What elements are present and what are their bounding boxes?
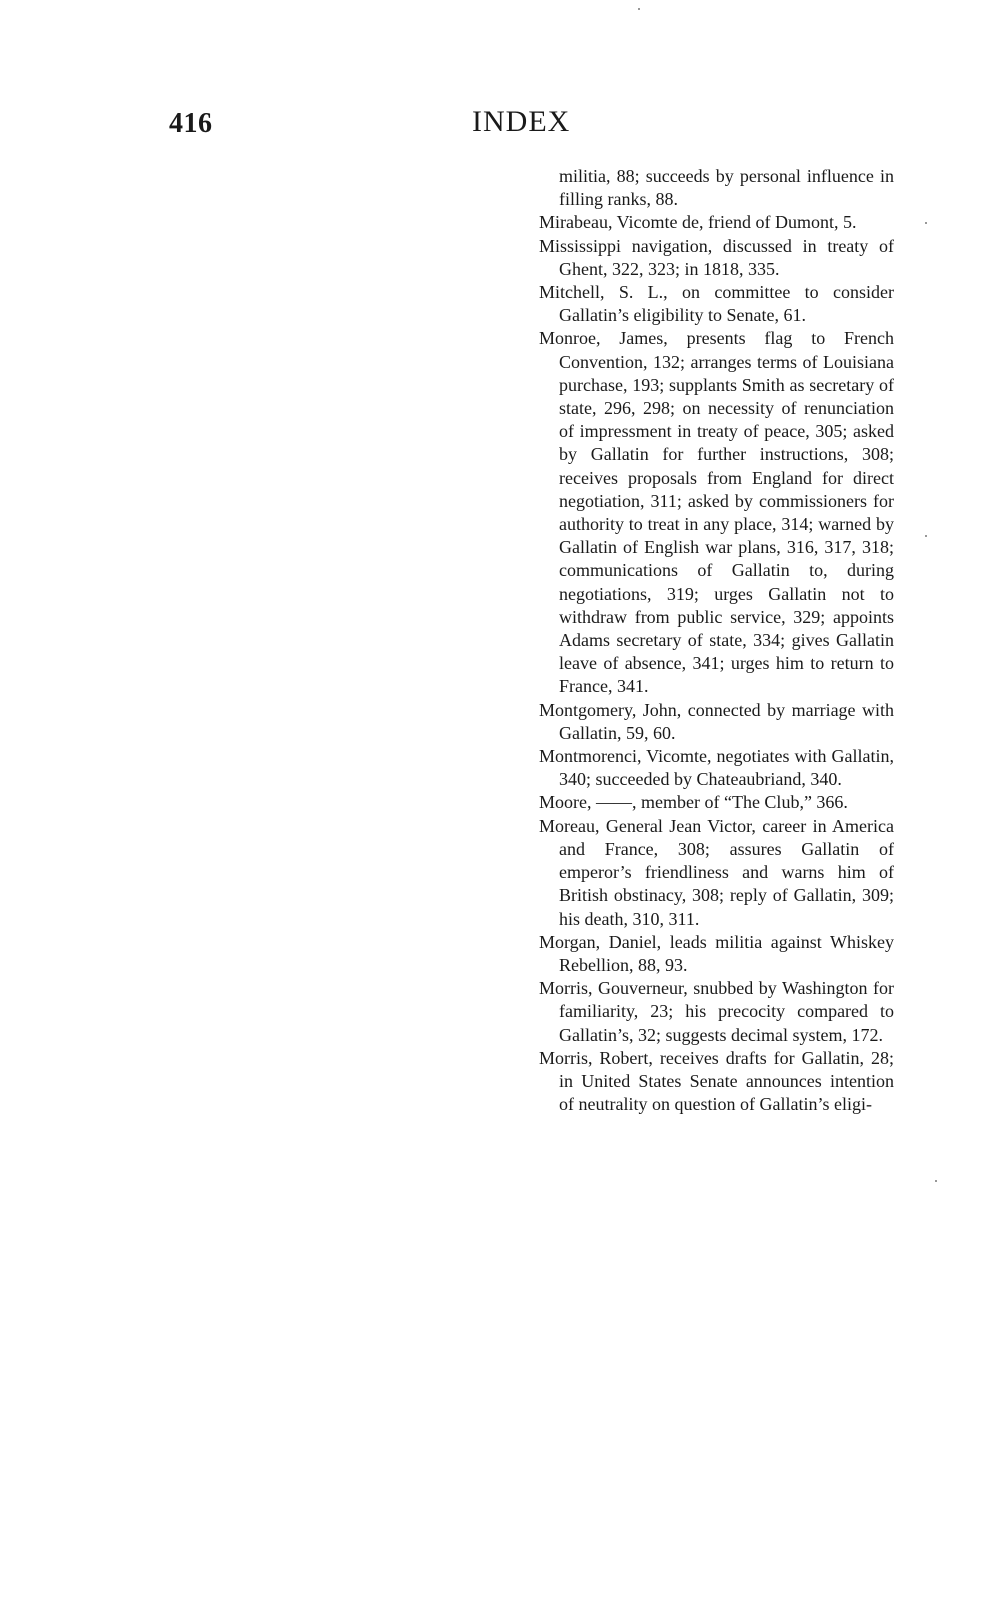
index-entry: Morris, Gouverneur, snubbed by Washington for familiarity, 23; his precocity compared to Gallatin’s, 32; suggests decimal system, 172. [539,978,894,1045]
index-entry: Morgan, Daniel, leads militia against Whiskey Rebellion, 88, 93. [539,931,894,975]
page-title: INDEX [472,105,571,138]
index-column [539,165,894,1116]
index-entry-continued: militia, 88; succeeds by personal influence in filling ranks, 88. [559,166,894,210]
index-entry: Monroe, James, presents flag to French Convention, 132; arranges terms of Louisiana purchase, 193; supplants Smith as secretary of state, 296, 298; on necessity of renunciation of impressment in treaty of peace, 305; asked by Gallatin for further instructions, 308; receives proposals from England for direct negotiation, 311; asked by commissioners for authority to treat in any place, 314; warned by Gallatin of English war plans, 316, 317, 318; communications of Gallatin to, during negotiations, 319; urges Gallatin not to withdraw from public service, 329; appoints Adams secretary of state, 334; gives Gallatin leave of absence, 341; urges him to return to France, 341. [539,328,894,697]
index-entry: Morris, Robert, receives drafts for Gallatin, 28; in United States Senate announces intention of neutrality on question of Gallatin’s eligi- [539,1047,894,1115]
scan-speck [925,535,927,537]
index-entry: Mirabeau, Vicomte de, friend of Dumont, 5. [539,212,857,233]
index-entry: Moreau, General Jean Victor, career in America and France, 308; assures Gallatin of emperor’s friendliness and warns him of British obstinacy, 308; reply of Gallatin, 309; his death, 310, 311. [539,815,894,929]
index-entry: Moore, ——, member of “The Club,” 366. [539,792,848,813]
index-entry: Montgomery, John, connected by marriage with Gallatin, 59, 60. [539,699,894,743]
index-entry: Mitchell, S. L., on committee to consider Gallatin’s eligibility to Senate, 61. [539,282,894,326]
page-number: 416 [169,108,213,139]
index-entry: Mississippi navigation, discussed in treaty of Ghent, 322, 323; in 1818, 335. [539,235,894,279]
scan-speck [925,222,927,224]
scan-speck [638,8,640,10]
index-entry: Montmorenci, Vicomte, negotiates with Gallatin, 340; succeeded by Chateaubriand, 340. [539,746,894,790]
scan-speck [935,1180,937,1182]
